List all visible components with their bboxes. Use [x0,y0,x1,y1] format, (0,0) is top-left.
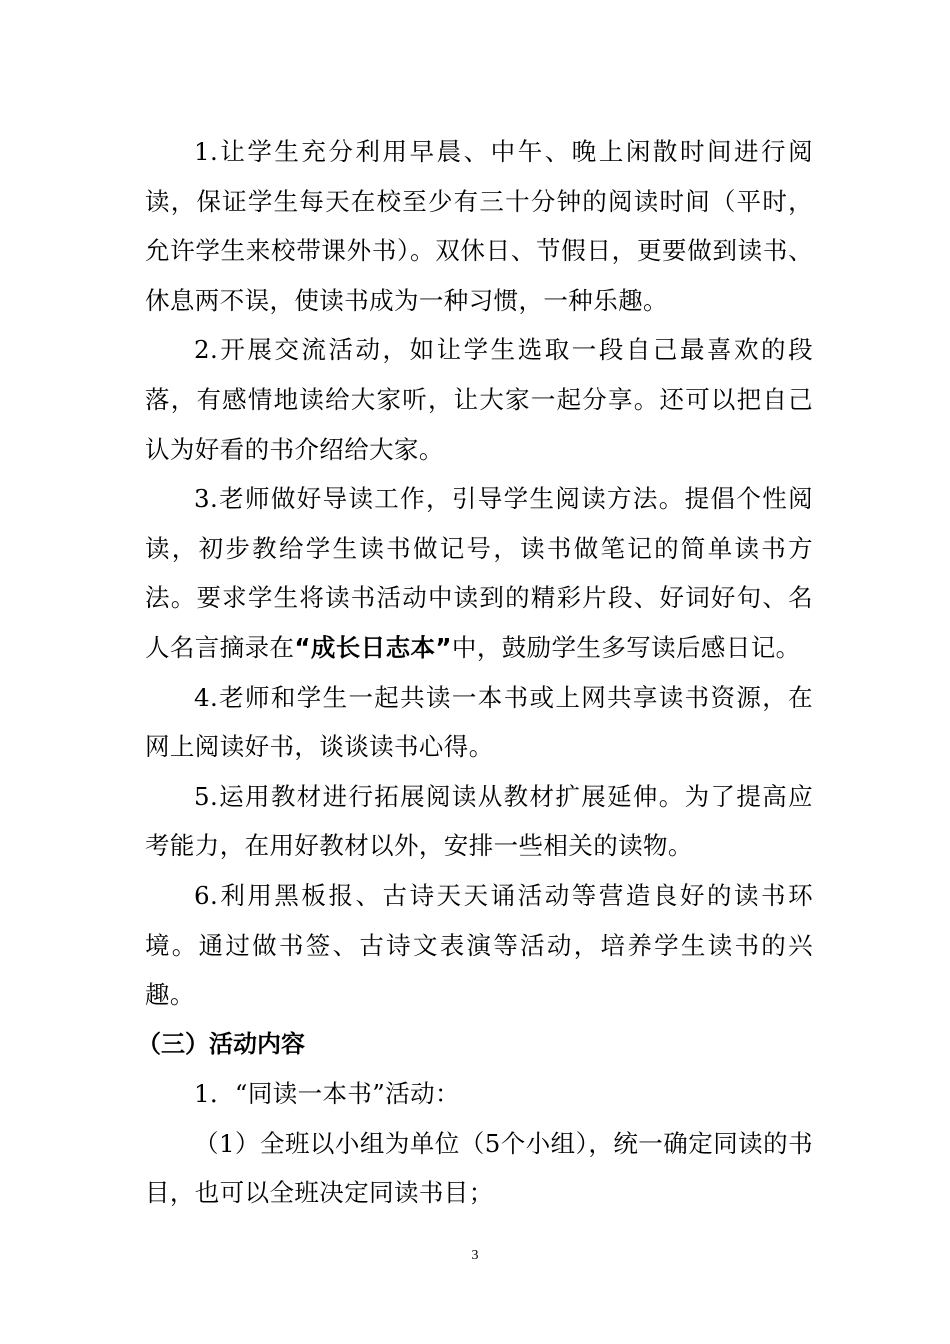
paragraph-2: 2.开展交流活动，如让学生选取一段自己最喜欢的段落，有感情地读给大家听，让大家一起分享。还可以把自己认为好看的书介绍给大家。 [145,335,813,464]
section-heading: （三）活动内容 [137,1029,305,1058]
page-number: 3 [471,1248,479,1263]
paragraph-3-text-before: 3.老师做好导读工作，引导学生阅读方法。提倡个性阅读，初步教给学生读书做记号，读书做笔记的简单读书方法。要求学生将读书活动中读到的精彩片段、好词好句、名人名言摘录在 [145,484,813,662]
paragraph-3 [145,474,813,672]
sub-item-2: （1）全班以小组为单位（5个小组），统一确定同读的书目，也可以全班决定同读书目； [145,1128,813,1208]
sub-item-1: 1．“同读一本书”活动： [194,1079,460,1109]
paragraph-3-text-after: 中，鼓励学生多写读后感日记。 [451,632,801,662]
paragraph-6: 6.利用黑板报、古诗天天诵活动等营造良好的读书环境。通过做书签、古诗文表演等活动，培养学生读书的兴趣。 [145,880,813,1010]
paragraph-4: 4.老师和学生一起共读一本书或上网共享读书资源，在网上阅读好书，谈谈读书心得。 [145,682,813,762]
paragraph-1: 1.让学生充分利用早晨、中午、晚上闲散时间进行阅读，保证学生每天在校至少有三十分钟的阅读时间（平时，允许学生来校带课外书）。双休日、节假日，更要做到读书、休息两不误，使读书成为一种习惯，一种乐趣。 [145,137,813,315]
paragraph-5: 5.运用教材进行拓展阅读从教材扩展延伸。为了提高应考能力，在用好教材以外，安排一些相关的读物。 [145,781,813,861]
paragraph-3-bold-text: “成长日志本” [294,632,452,662]
document-body [137,127,813,1218]
